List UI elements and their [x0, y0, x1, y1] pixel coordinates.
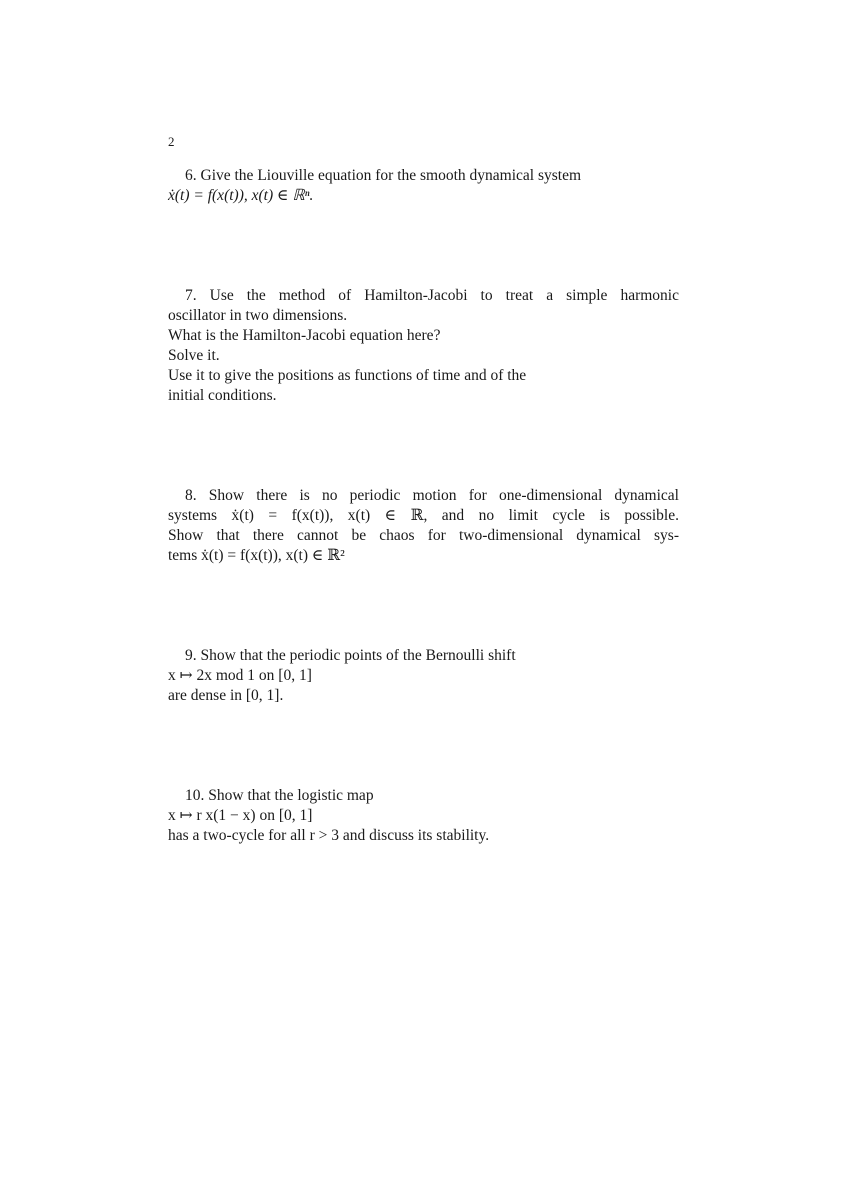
problem-9-line-2: x ↦ 2x mod 1 on [0, 1]	[168, 667, 312, 684]
problem-6	[168, 166, 688, 206]
problem-8-line-3: Show that there cannot be chaos for two-dimensional dynamical sys-	[168, 527, 679, 544]
problem-10	[168, 786, 688, 846]
problem-7-line-1: 7. Use the method of Hamilton-Jacobi to treat a simple harmonic	[185, 287, 679, 304]
problem-10-line-3: has a two-cycle for all r > 3 and discuss its stability.	[168, 827, 490, 844]
problem-10-line-1: 10. Show that the logistic map	[185, 787, 374, 804]
problem-8-line-1: 8. Show there is no periodic motion for one-dimensional dynamical	[185, 487, 679, 504]
problem-8-line-2: systems ẋ(t) = f(x(t)), x(t) ∈ ℝ, and no limit cycle is possible.	[168, 507, 679, 524]
problem-7-line-3: What is the Hamilton-Jacobi equation here?	[168, 327, 441, 344]
problem-6-line-1: 6. Give the Liouville equation for the smooth dynamical system	[185, 167, 582, 184]
problem-7-line-6: initial conditions.	[168, 387, 277, 404]
problem-10-line-2: x ↦ r x(1 − x) on [0, 1]	[168, 807, 313, 824]
problem-7-line-4: Solve it.	[168, 347, 220, 364]
problem-7	[168, 286, 688, 406]
problem-9	[168, 646, 688, 706]
page-number: 2	[168, 134, 175, 149]
problem-9-line-1: 9. Show that the periodic points of the Bernoulli shift	[185, 647, 516, 664]
problem-7-line-5: Use it to give the positions as functions of time and of the	[168, 367, 527, 384]
problem-8	[168, 486, 688, 566]
problem-9-line-3: are dense in [0, 1].	[168, 687, 284, 704]
problem-6-line-2: ẋ(t) = f(x(t)), x(t) ∈ ℝⁿ.	[168, 187, 314, 204]
problem-7-line-2: oscillator in two dimensions.	[168, 307, 348, 324]
problem-8-line-4: tems ẋ(t) = f(x(t)), x(t) ∈ ℝ²	[168, 547, 345, 564]
